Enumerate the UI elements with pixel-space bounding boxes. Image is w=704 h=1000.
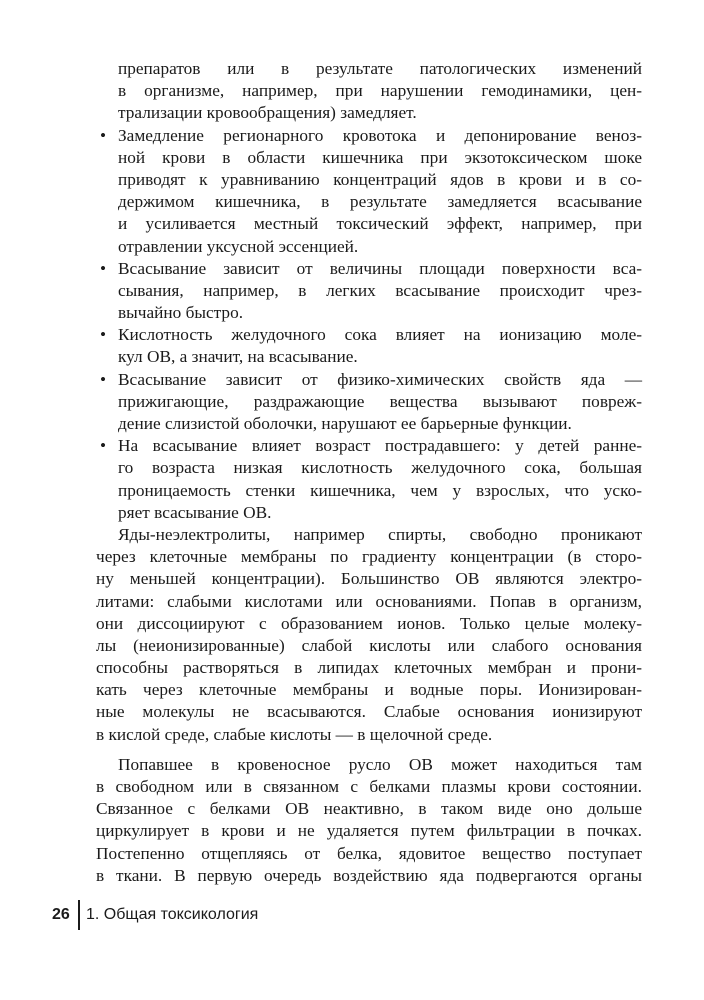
list-item-line: препаратов или в результате патологических изменений [118, 59, 642, 78]
paragraph-line: циркулирует в крови и не удаляется путем фильтрации в почках. [96, 821, 642, 841]
bullet-icon: • [100, 258, 107, 278]
bullet-item-line [96, 125, 642, 147]
list-item-line: и усиливается местный токсический эффект, например, при [118, 214, 642, 234]
bullet-icon: • [100, 369, 107, 389]
paragraph-line: ну меньшей концентрации). Большинство ОВ являются электро- [96, 569, 642, 589]
bullet-icon: • [100, 125, 107, 145]
paragraph-line: в кислой среде, слабые кислоты — в щелочной среде. [96, 724, 493, 744]
list-item-line: кул ОВ, а значит, на всасывание. [118, 347, 358, 367]
body-text [96, 58, 642, 887]
bullet-icon: • [100, 436, 107, 456]
list-item-line: трализации кровообращения) замедляет. [118, 103, 417, 123]
line-text: Кислотность желудочного сока влияет на ионизацию моле- [118, 325, 642, 345]
paragraph-line: кать через клеточные мембраны и водные поры. Ионизирован- [96, 680, 642, 700]
paragraph-line: лы (неионизированные) слабой кислоты или слабого основания [96, 635, 642, 655]
paragraph-line: через клеточные мембраны по градиенту концентрации (в сторо- [96, 547, 642, 567]
list-item-line: дение слизистой оболочки, нарушают ее барьерные функции. [118, 414, 572, 433]
page-number: 26 [52, 906, 70, 923]
list-item-line: ряет всасывание ОВ. [118, 502, 272, 522]
list-item-line: ной крови в области кишечника при экзотоксическом шоке [118, 147, 642, 167]
paragraph-line: литами: слабыми кислотами или основаниями. Попав в организм, [96, 591, 642, 611]
bullet-item-line [96, 324, 642, 346]
line-text: Замедление регионарного кровотока и депонирование веноз- [118, 125, 642, 145]
line-text: На всасывание влияет возраст пострадавшего: у детей ранне- [118, 436, 642, 456]
list-item-line: прижигающие, раздражающие вещества вызывают повреж- [118, 391, 642, 411]
list-item-line: отравлении уксусной эссенцией. [118, 236, 359, 256]
bullet-icon: • [100, 325, 107, 345]
paragraph-line: они диссоциируют с образованием ионов. Только целые молеку- [96, 613, 642, 633]
paragraph-first-line: Попавшее в кровеносное русло ОВ может находиться там [118, 754, 642, 774]
footer-divider [78, 900, 80, 930]
list-item-line: держимом кишечника, в результате замедляется всасывание [118, 192, 642, 212]
list-item-line: в организме, например, при нарушении гемодинамики, цен- [118, 81, 642, 101]
paragraph-line: в свободном или в связанном с белками плазмы крови состоянии. [96, 777, 642, 796]
bullet-item-line [96, 369, 642, 391]
page-footer [52, 900, 258, 930]
list-item-line: проницаемость стенки кишечника, чем у взрослых, что уско- [118, 480, 642, 500]
paragraph-first-line: Яды-неэлектролиты, например спирты, свободно проникают [118, 524, 642, 544]
list-item-line: го возраста низкая кислотность желудочного сока, большая [118, 458, 642, 478]
list-item-line: сывания, например, в легких всасывание происходит чрез- [118, 280, 642, 300]
line-text: Всасывание зависит от величины площади поверхности вса- [118, 258, 642, 278]
list-item-line: приводят к уравниванию концентраций ядов в крови и в со- [118, 169, 642, 189]
chapter-title: 1. Общая токсикология [86, 906, 259, 923]
paragraph-gap [96, 746, 642, 754]
bullet-item-line [96, 258, 642, 280]
bullet-item-line [96, 435, 642, 457]
paragraph-line: в ткани. В первую очередь воздействию яда подвергаются органы [96, 865, 642, 885]
paragraph-line: Связанное с белками ОВ неактивно, в таком виде оно дольше [96, 799, 642, 819]
list-item-line: вычайно быстро. [118, 303, 244, 323]
line-text: Всасывание зависит от физико-химических свойств яда — [118, 369, 642, 389]
paragraph-line: способны растворяться в липидах клеточных мембран и прони- [96, 658, 642, 678]
paragraph-line: ные молекулы не всасываются. Слабые основания ионизируют [96, 702, 642, 722]
paragraph-line: Постепенно отщепляясь от белка, ядовитое вещество поступает [96, 843, 642, 863]
